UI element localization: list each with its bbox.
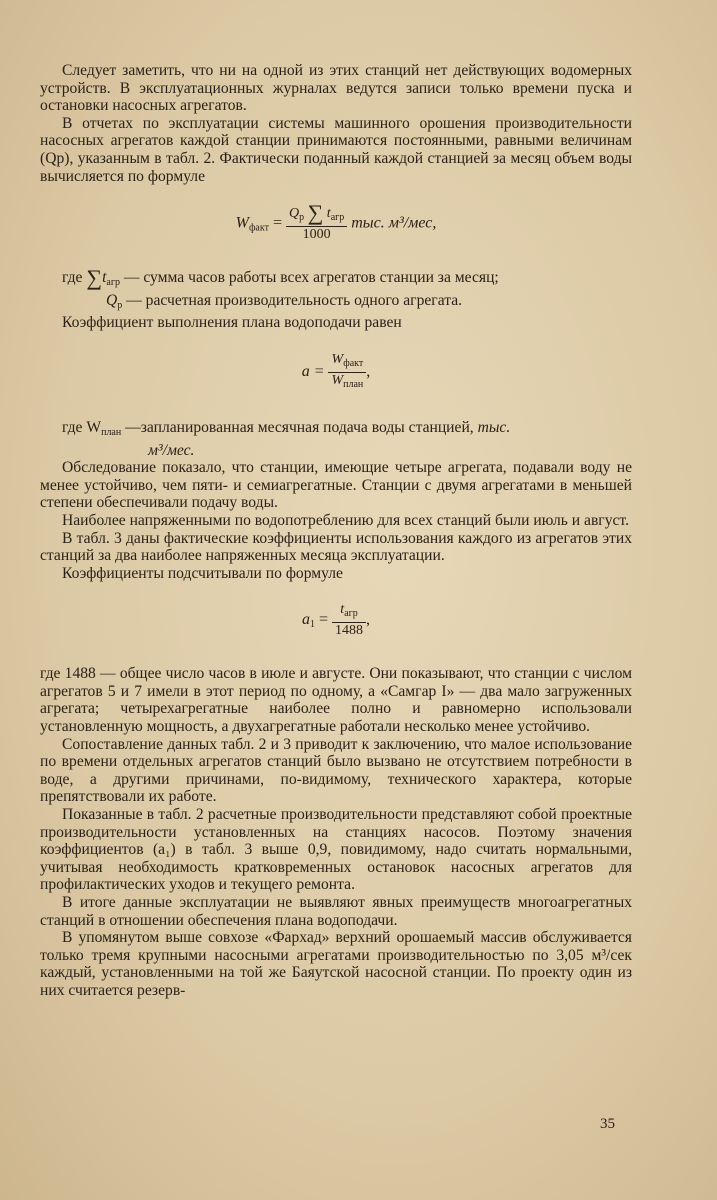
paragraph: В итоге данные эксплуатации не выявляют явных преимуществ многоагрегатных станций в отношении обеспечения плана водоподачи.	[40, 894, 632, 929]
paragraph: Наиболее напряженными по водопотреблению для всех станций были июль и август.	[62, 511, 629, 529]
formula-w-fact: $W_{факт}$ = $\frac{Q_р \sum t_{агр}}{1000}$ тыс. м³/мес,	[235, 200, 437, 243]
paragraph: В табл. 3 даны фактические коэффициенты использования каждого из агрегатов этих станций за два наиболее напряженных месяца эксплуатации.	[40, 529, 632, 565]
formula-legend: где $W_{план}$ —запланированная месячная подача воды станцией, тыс.	[62, 418, 511, 438]
paragraph: Коэффициент выполнения плана водоподачи равен	[62, 314, 402, 332]
formula-plan-coefficient: a = $\frac{W_{факт}}{W_{план}}$ ,	[40, 352, 632, 393]
fraction: $\frac{t_{агр}}{1488}$	[332, 602, 366, 639]
paragraph: В отчетах по эксплуатации системы машинного орошения производительности насосных агрегатов каждой станции принимаются постоянными, равными величинам (Qр), указанным в табл. 2. Фактически поданный каждой станцией за месяц объем воды вычисляется по формуле	[40, 114, 632, 185]
sigma-symbol: ∑	[307, 200, 324, 226]
fraction: $\frac{W_{факт}}{W_{план}}$	[328, 352, 366, 393]
formula-legend: м³/мес.	[148, 441, 195, 459]
paragraph: Показанные в табл. 2 расчетные производительности представляют собой проектные производительности установленных на станциях насосов. Поэтому значения коэффициентов (a₁) в табл. 3 выше 0,9, повидимому, надо считать нормальными, учитывая необходимость кратковременных остановок насосных агрегатов для профилактических уходов и текущего ремонта.	[40, 806, 632, 894]
formula-usage-coefficient: $a_1$ = $\frac{t_{агр}}{1488}$ ,	[301, 602, 371, 639]
body-text	[40, 62, 632, 1000]
fraction: $\frac{Q_р \sum t_{агр}}{1000}$	[286, 205, 347, 243]
paragraph: Обследование показало, что станции, имеющие четыре агрегата, подавали воду не менее устойчиво, чем пяти- и семиагрегатные. Станции с двумя агрегатами в меньшей степени обеспечивали подачу воды.	[40, 459, 632, 512]
paragraph: В упомянутом выше совхозе «Фархад» верхний орошаемый массив обслуживается только тремя крупными насосными агрегатами производительностью по 3,05 м³/сек каждый, установленными на той же Баяутской насосной станции. По проекту один из них считается резерв-	[40, 929, 632, 999]
paragraph: где 1488 — общее число часов в июле и августе. Они показывают, что станции с числом агрегатов 5 и 7 имели в этот период по одному, а «Самгар I» — два мало загруженных агрегата; четырехагрегатные наиболее полно и равномерно использовали установленную мощность, а двухагрегатные работали несколько менее устойчиво.	[40, 665, 632, 736]
sigma-symbol: ∑	[86, 265, 103, 291]
paragraph: Коэффициенты подсчитывали по формуле	[62, 564, 343, 582]
page-number: 35	[600, 1116, 615, 1132]
paragraph: Следует заметить, что ни на одной из этих станций нет действующих водомерных устройств. В эксплуатационных журналах ведутся записи только времени пуска и остановки насосных агрегатов.	[40, 62, 632, 115]
paragraph: Сопоставление данных табл. 2 и 3 приводит к заключению, что малое использование по времени отдельных агрегатов станций было вызвано не отсутствием потребности в воде, а другими причинами, по-видимому, технического характера, которые препятствовали их работе.	[40, 735, 632, 806]
formula-legend: где $\sum t_{агр}$ — сумма часов работы всех агрегатов станции за месяц;	[62, 265, 499, 291]
formula-legend: $Q_р$ — расчетная производительность одного агрегата.	[106, 291, 463, 311]
